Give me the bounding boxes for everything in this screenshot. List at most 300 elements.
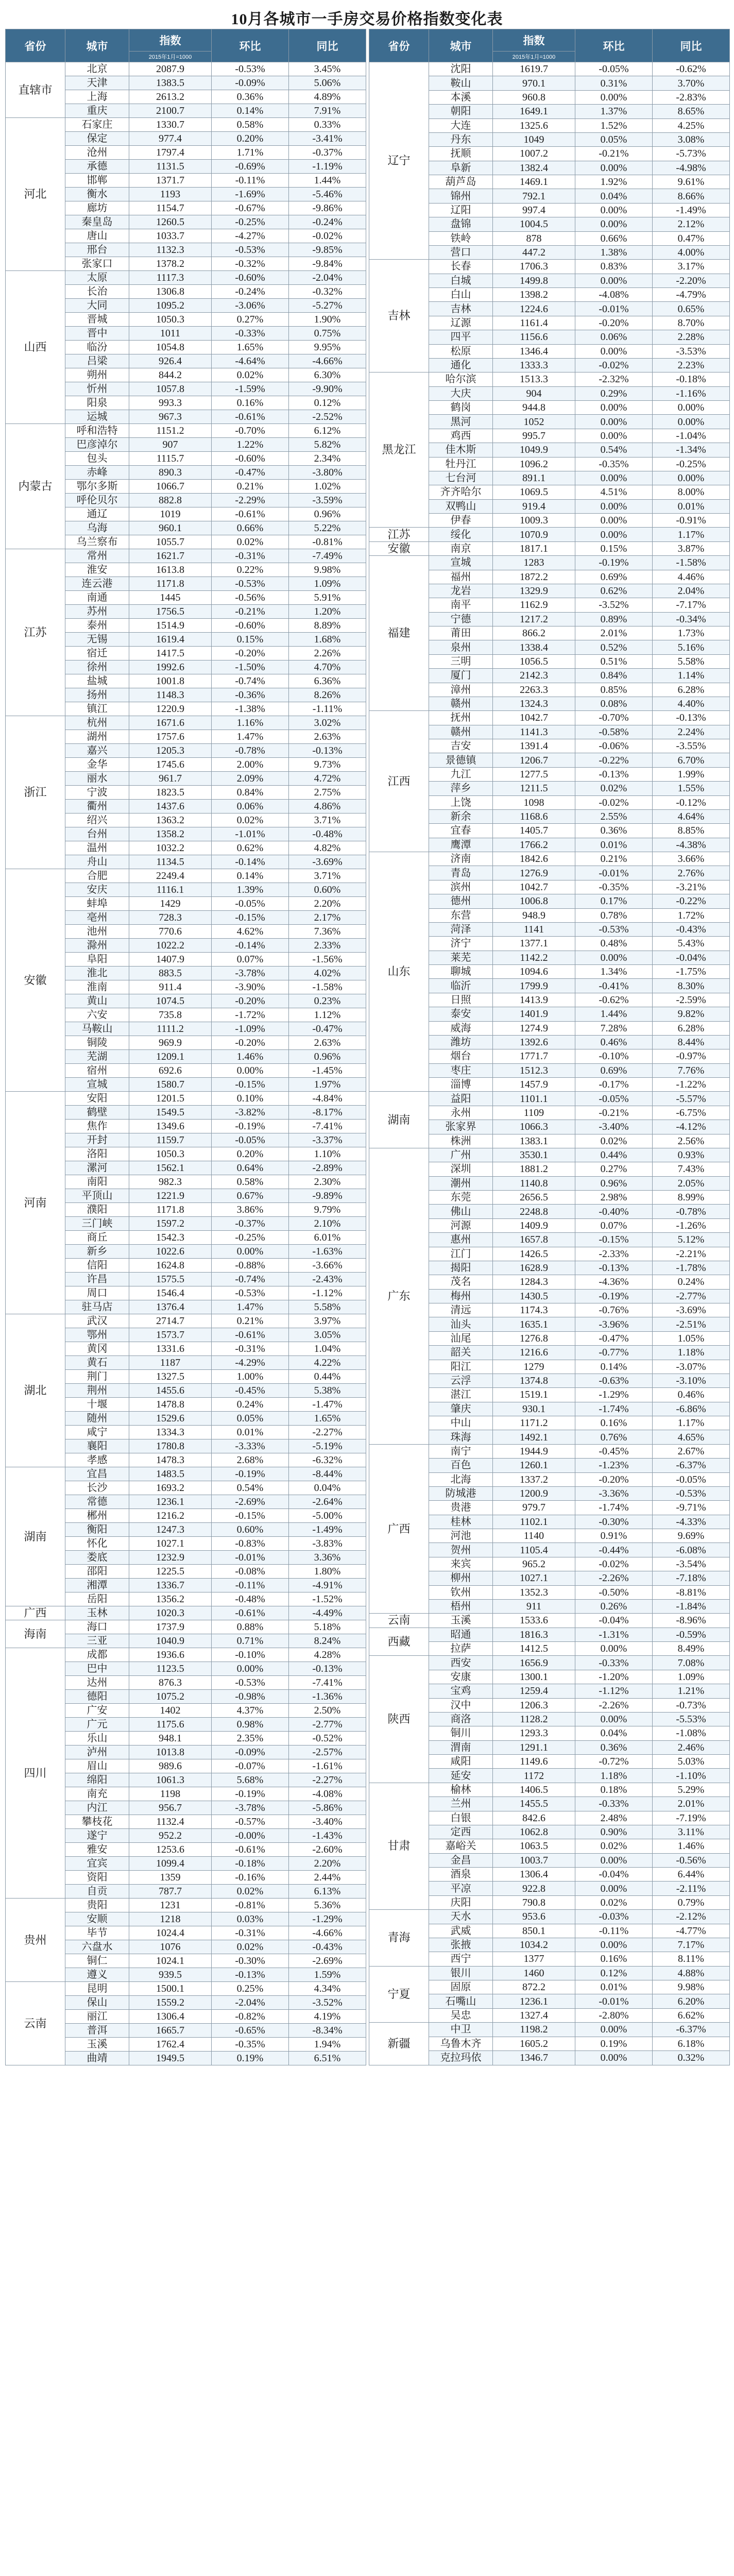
mom-cell: -0.61% xyxy=(212,1606,289,1620)
mom-cell: -0.03% xyxy=(575,1910,653,1924)
mom-cell: -0.01% xyxy=(575,866,653,880)
mom-cell: -1.23% xyxy=(575,1459,653,1472)
mom-cell: 0.14% xyxy=(212,104,289,118)
city-cell: 连云港 xyxy=(65,577,129,591)
mom-cell: 0.00% xyxy=(575,514,653,528)
yoy-cell: 5.58% xyxy=(653,654,730,668)
mom-cell: -0.17% xyxy=(575,1078,653,1092)
index-cell: 1327.4 xyxy=(493,2008,575,2022)
yoy-cell: -5.86% xyxy=(289,1801,366,1815)
province-cell: 湖南 xyxy=(6,1467,65,1606)
city-cell: 焦作 xyxy=(65,1120,129,1133)
city-cell: 铜仁 xyxy=(65,1954,129,1968)
index-cell: 1225.5 xyxy=(129,1565,212,1579)
yoy-cell: 5.91% xyxy=(289,591,366,605)
mom-cell: -3.06% xyxy=(212,299,289,313)
mom-cell: -3.90% xyxy=(212,980,289,994)
index-cell: 1657.8 xyxy=(493,1233,575,1247)
city-cell: 黄山 xyxy=(65,994,129,1008)
mom-cell: -1.38% xyxy=(212,702,289,716)
table-row xyxy=(6,118,366,132)
city-cell: 鸡西 xyxy=(429,429,493,443)
yoy-cell: -0.05% xyxy=(653,1472,730,1486)
city-cell: 齐齐哈尔 xyxy=(429,485,493,499)
table-row xyxy=(6,1648,366,1662)
city-cell: 玉溪 xyxy=(65,2038,129,2052)
index-cell: 1141 xyxy=(493,922,575,936)
city-cell: 银川 xyxy=(429,1966,493,1980)
yoy-cell: 6.28% xyxy=(653,683,730,697)
table-row xyxy=(6,1314,366,1328)
index-cell: 1823.5 xyxy=(129,786,212,800)
yoy-cell: -4.49% xyxy=(289,1606,366,1620)
mom-cell: -0.53% xyxy=(212,62,289,76)
mom-cell: -0.20% xyxy=(212,1036,289,1050)
index-cell: 1492.1 xyxy=(493,1430,575,1444)
yoy-cell: 2.50% xyxy=(289,1704,366,1718)
index-cell: 1430.5 xyxy=(493,1289,575,1303)
city-cell: 中山 xyxy=(429,1416,493,1430)
city-cell: 淄博 xyxy=(429,1078,493,1092)
yoy-cell: 8.24% xyxy=(289,1634,366,1648)
city-cell: 九江 xyxy=(429,767,493,781)
index-cell: 1671.6 xyxy=(129,716,212,730)
yoy-cell: 2.76% xyxy=(653,866,730,880)
mom-cell: 0.83% xyxy=(575,260,653,274)
mom-cell: -0.47% xyxy=(575,1331,653,1345)
city-cell: 鄂尔多斯 xyxy=(65,480,129,494)
mom-cell: 0.05% xyxy=(212,1412,289,1426)
city-cell: 阳江 xyxy=(429,1360,493,1374)
index-cell: 1546.4 xyxy=(129,1286,212,1300)
yoy-cell: 7.91% xyxy=(289,104,366,118)
yoy-cell: -3.54% xyxy=(653,1557,730,1571)
mom-cell: 0.98% xyxy=(212,1718,289,1732)
city-cell: 宿迁 xyxy=(65,647,129,660)
mom-cell: -0.15% xyxy=(575,1233,653,1247)
city-cell: 亳州 xyxy=(65,911,129,925)
city-cell: 朝阳 xyxy=(429,105,493,118)
mom-cell: 0.78% xyxy=(575,908,653,922)
index-cell: 1098 xyxy=(493,795,575,809)
city-cell: 黄冈 xyxy=(65,1342,129,1356)
yoy-cell: 1.99% xyxy=(653,767,730,781)
yoy-cell: -0.25% xyxy=(653,457,730,471)
yoy-cell: 9.73% xyxy=(289,758,366,772)
mom-cell: 0.00% xyxy=(575,161,653,175)
mom-cell: -0.35% xyxy=(575,880,653,894)
header-index-base: 2015年1月=1000 xyxy=(493,52,575,62)
yoy-cell: -6.32% xyxy=(289,1453,366,1467)
index-cell: 1412.5 xyxy=(493,1642,575,1656)
yoy-cell: 1.97% xyxy=(289,1078,366,1092)
mom-cell: -0.20% xyxy=(575,1472,653,1486)
yoy-cell: -7.41% xyxy=(289,1676,366,1690)
city-cell: 信阳 xyxy=(65,1259,129,1273)
yoy-cell: -0.04% xyxy=(653,951,730,964)
mom-cell: 0.15% xyxy=(212,633,289,647)
mom-cell: -0.67% xyxy=(212,201,289,215)
index-cell: 1231 xyxy=(129,1899,212,1912)
mom-cell: -3.78% xyxy=(212,967,289,980)
mom-cell: -0.61% xyxy=(212,507,289,521)
yoy-cell: 3.11% xyxy=(653,1825,730,1839)
mom-cell: 1.37% xyxy=(575,105,653,118)
index-cell: 1580.7 xyxy=(129,1078,212,1092)
mom-cell: 0.31% xyxy=(575,76,653,90)
yoy-cell: -5.57% xyxy=(653,1092,730,1106)
yoy-cell: 9.98% xyxy=(653,1980,730,1994)
index-cell: 1756.5 xyxy=(129,605,212,619)
index-cell: 1274.9 xyxy=(493,1021,575,1035)
index-cell: 1349.6 xyxy=(129,1120,212,1133)
mom-cell: -0.31% xyxy=(212,1926,289,1940)
yoy-cell: -7.17% xyxy=(653,598,730,612)
mom-cell: 0.17% xyxy=(575,894,653,908)
index-cell: 1001.8 xyxy=(129,674,212,688)
index-cell: 982.3 xyxy=(129,1175,212,1189)
city-cell: 资阳 xyxy=(65,1871,129,1885)
table-row xyxy=(369,1628,730,1641)
mom-cell: 0.06% xyxy=(575,330,653,344)
index-cell: 1276.8 xyxy=(493,1331,575,1345)
index-cell: 2248.8 xyxy=(493,1205,575,1218)
index-cell: 2613.2 xyxy=(129,90,212,104)
province-cell: 江苏 xyxy=(369,528,429,541)
index-cell: 1359 xyxy=(129,1871,212,1885)
index-cell: 1162.9 xyxy=(493,598,575,612)
city-cell: 临汾 xyxy=(65,341,129,354)
city-cell: 益阳 xyxy=(429,1092,493,1106)
index-cell: 1573.7 xyxy=(129,1328,212,1342)
city-cell: 天水 xyxy=(429,1910,493,1924)
index-cell: 1363.2 xyxy=(129,814,212,827)
yoy-cell: 5.38% xyxy=(289,1384,366,1398)
city-cell: 包头 xyxy=(65,452,129,466)
index-cell: 1206.7 xyxy=(493,753,575,767)
yoy-cell: 0.44% xyxy=(289,1370,366,1384)
mom-cell: -0.13% xyxy=(575,767,653,781)
index-cell: 1198.2 xyxy=(493,2023,575,2037)
mom-cell: 0.48% xyxy=(575,937,653,951)
table-row xyxy=(369,372,730,386)
mom-cell: 0.00% xyxy=(575,429,653,443)
yoy-cell: -0.91% xyxy=(653,514,730,528)
yoy-cell: -4.38% xyxy=(653,838,730,852)
yoy-cell: -0.13% xyxy=(289,1662,366,1676)
index-cell: 1105.4 xyxy=(493,1543,575,1557)
city-cell: 宁德 xyxy=(429,612,493,626)
city-cell: 晋中 xyxy=(65,327,129,341)
index-cell: 1665.7 xyxy=(129,2024,212,2038)
city-cell: 遵义 xyxy=(65,1968,129,1982)
index-cell: 1101.1 xyxy=(493,1092,575,1106)
province-cell: 甘肃 xyxy=(369,1783,429,1909)
index-cell: 1141.3 xyxy=(493,725,575,739)
mom-cell: 0.66% xyxy=(575,231,653,245)
yoy-cell: -1.12% xyxy=(289,1286,366,1300)
mom-cell: -0.04% xyxy=(575,1614,653,1628)
city-cell: 营口 xyxy=(429,245,493,259)
mom-cell: -0.74% xyxy=(212,1273,289,1286)
city-cell: 常德 xyxy=(65,1495,129,1509)
yoy-cell: 6.20% xyxy=(653,1994,730,2008)
yoy-cell: -6.86% xyxy=(653,1402,730,1416)
city-cell: 吉林 xyxy=(429,302,493,316)
index-cell: 1193 xyxy=(129,188,212,201)
index-cell: 944.8 xyxy=(493,401,575,415)
mom-cell: -0.19% xyxy=(212,1120,289,1133)
city-cell: 拉萨 xyxy=(429,1642,493,1656)
index-cell: 1187 xyxy=(129,1356,212,1370)
yoy-cell: 3.71% xyxy=(289,869,366,883)
index-cell: 1944.9 xyxy=(493,1444,575,1458)
yoy-cell: -1.43% xyxy=(289,1829,366,1843)
yoy-cell: 0.12% xyxy=(289,396,366,410)
city-cell: 汕头 xyxy=(429,1317,493,1331)
mom-cell: -0.19% xyxy=(575,1289,653,1303)
index-cell: 1069.5 xyxy=(493,485,575,499)
city-cell: 新余 xyxy=(429,809,493,823)
mom-cell: -4.29% xyxy=(212,1356,289,1370)
city-cell: 防城港 xyxy=(429,1486,493,1500)
index-cell: 1131.5 xyxy=(129,160,212,174)
yoy-cell: 1.21% xyxy=(653,1684,730,1698)
mom-cell: -0.32% xyxy=(212,257,289,271)
city-cell: 乐山 xyxy=(65,1732,129,1745)
mom-cell: 0.00% xyxy=(212,1662,289,1676)
city-cell: 普洱 xyxy=(65,2024,129,2038)
mom-cell: -0.53% xyxy=(575,922,653,936)
yoy-cell: 0.96% xyxy=(289,1050,366,1064)
index-cell: 1417.5 xyxy=(129,647,212,660)
index-cell: 1455.5 xyxy=(493,1797,575,1811)
yoy-cell: 0.96% xyxy=(289,507,366,521)
city-cell: 汕尾 xyxy=(429,1331,493,1345)
city-cell: 济宁 xyxy=(429,937,493,951)
city-cell: 秦皇岛 xyxy=(65,215,129,229)
city-cell: 成都 xyxy=(65,1648,129,1662)
yoy-cell: -3.80% xyxy=(289,466,366,480)
index-cell: 1172 xyxy=(493,1769,575,1783)
index-cell: 1936.6 xyxy=(129,1648,212,1662)
yoy-cell: -1.63% xyxy=(289,1245,366,1259)
index-cell: 792.1 xyxy=(493,189,575,203)
table-row xyxy=(369,1910,730,1924)
index-cell: 1040.9 xyxy=(129,1634,212,1648)
city-cell: 巴彦淖尔 xyxy=(65,438,129,452)
yoy-cell: -1.10% xyxy=(653,1769,730,1783)
table-row xyxy=(369,260,730,274)
mom-cell: -2.80% xyxy=(575,2008,653,2022)
index-cell: 1398.2 xyxy=(493,288,575,302)
index-cell: 2714.7 xyxy=(129,1314,212,1328)
table-row xyxy=(369,1966,730,1980)
yoy-cell: -2.27% xyxy=(289,1773,366,1787)
mom-cell: 0.05% xyxy=(575,132,653,146)
mom-cell: -3.96% xyxy=(575,1317,653,1331)
mom-cell: 1.46% xyxy=(212,1050,289,1064)
yoy-cell: 9.98% xyxy=(289,563,366,577)
mom-cell: 3.86% xyxy=(212,1203,289,1217)
mom-cell: 0.21% xyxy=(212,480,289,494)
index-cell: 1099.4 xyxy=(129,1857,212,1871)
yoy-cell: 1.14% xyxy=(653,669,730,683)
yoy-cell: 0.00% xyxy=(653,471,730,485)
city-cell: 克拉玛依 xyxy=(429,2050,493,2065)
index-cell: 1057.8 xyxy=(129,382,212,396)
index-cell: 1211.5 xyxy=(493,782,575,795)
city-cell: 漯河 xyxy=(65,1161,129,1175)
yoy-cell: 4.70% xyxy=(289,660,366,674)
left-price-table xyxy=(5,29,366,2065)
index-cell: 1050.3 xyxy=(129,313,212,327)
index-cell: 977.4 xyxy=(129,132,212,146)
table-row xyxy=(6,549,366,563)
mom-cell: 2.00% xyxy=(212,758,289,772)
mom-cell: -4.64% xyxy=(212,354,289,368)
province-cell: 安徽 xyxy=(6,869,65,1092)
mom-cell: -0.61% xyxy=(212,410,289,424)
yoy-cell: -0.43% xyxy=(653,922,730,936)
city-cell: 吕梁 xyxy=(65,354,129,368)
index-cell: 989.6 xyxy=(129,1759,212,1773)
yoy-cell: -9.84% xyxy=(289,257,366,271)
city-cell: 新乡 xyxy=(65,1245,129,1259)
mom-cell: -0.01% xyxy=(575,302,653,316)
mom-cell: 0.14% xyxy=(212,869,289,883)
yoy-cell: 2.26% xyxy=(289,647,366,660)
yoy-cell: 5.06% xyxy=(289,76,366,90)
index-cell: 1007.2 xyxy=(493,147,575,161)
mom-cell: 0.58% xyxy=(212,118,289,132)
yoy-cell: 6.70% xyxy=(653,753,730,767)
mom-cell: -0.70% xyxy=(575,711,653,725)
city-cell: 枣庄 xyxy=(429,1063,493,1077)
city-cell: 长春 xyxy=(429,260,493,274)
city-cell: 遂宁 xyxy=(65,1829,129,1843)
yoy-cell: -1.58% xyxy=(289,980,366,994)
yoy-cell: 3.02% xyxy=(289,716,366,730)
index-cell: 2087.9 xyxy=(129,62,212,76)
mom-cell: -0.10% xyxy=(212,1648,289,1662)
yoy-cell: -2.43% xyxy=(289,1273,366,1286)
index-cell: 952.2 xyxy=(129,1829,212,1843)
index-cell: 1260.1 xyxy=(493,1459,575,1472)
mom-cell: -0.45% xyxy=(575,1444,653,1458)
yoy-cell: -4.66% xyxy=(289,1926,366,1940)
city-cell: 榆林 xyxy=(429,1783,493,1797)
yoy-cell: -4.79% xyxy=(653,288,730,302)
mom-cell: -0.33% xyxy=(575,1656,653,1670)
mom-cell: 1.71% xyxy=(212,146,289,160)
city-cell: 鞍山 xyxy=(429,76,493,90)
index-cell: 1771.7 xyxy=(493,1049,575,1063)
yoy-cell: -1.08% xyxy=(653,1726,730,1740)
mom-cell: -0.02% xyxy=(575,358,653,372)
mom-cell: -0.01% xyxy=(575,1994,653,2008)
yoy-cell: 1.17% xyxy=(653,1416,730,1430)
mom-cell: -0.16% xyxy=(212,1871,289,1885)
yoy-cell: 9.79% xyxy=(289,1203,366,1217)
index-cell: 1605.2 xyxy=(493,2037,575,2050)
index-cell: 1013.8 xyxy=(129,1745,212,1759)
mom-cell: 0.96% xyxy=(575,1176,653,1190)
city-cell: 随州 xyxy=(65,1412,129,1426)
mom-cell: -3.78% xyxy=(212,1801,289,1815)
index-cell: 1499.8 xyxy=(493,274,575,287)
index-cell: 1024.1 xyxy=(129,1954,212,1968)
mom-cell: 0.24% xyxy=(212,1398,289,1412)
index-cell: 1799.9 xyxy=(493,979,575,993)
mom-cell: 0.00% xyxy=(575,2023,653,2037)
index-cell: 1062.8 xyxy=(493,1825,575,1839)
city-cell: 宁波 xyxy=(65,786,129,800)
city-cell: 邢台 xyxy=(65,243,129,257)
mom-cell: 0.02% xyxy=(212,1940,289,1954)
index-cell: 872.2 xyxy=(493,1980,575,1994)
yoy-cell: 4.25% xyxy=(653,118,730,132)
index-cell: 1168.6 xyxy=(493,809,575,823)
mom-cell: 0.00% xyxy=(575,415,653,429)
city-cell: 安庆 xyxy=(65,883,129,897)
index-cell: 1132.3 xyxy=(129,243,212,257)
yoy-cell: 1.73% xyxy=(653,626,730,640)
index-cell: 2142.3 xyxy=(493,669,575,683)
city-cell: 德州 xyxy=(429,894,493,908)
city-cell: 泰安 xyxy=(429,1007,493,1021)
mom-cell: 0.00% xyxy=(575,951,653,964)
yoy-cell: 8.00% xyxy=(653,485,730,499)
mom-cell: 0.51% xyxy=(575,654,653,668)
city-cell: 大连 xyxy=(429,118,493,132)
mom-cell: -1.74% xyxy=(575,1402,653,1416)
mom-cell: 1.44% xyxy=(575,1007,653,1021)
table-row xyxy=(6,869,366,883)
yoy-cell: -0.34% xyxy=(653,612,730,626)
mom-cell: -0.14% xyxy=(212,855,289,869)
yoy-cell: -0.24% xyxy=(289,215,366,229)
city-cell: 武汉 xyxy=(65,1314,129,1328)
city-cell: 桂林 xyxy=(429,1515,493,1529)
city-cell: 六盘水 xyxy=(65,1940,129,1954)
mom-cell: 0.00% xyxy=(575,90,653,104)
city-cell: 毕节 xyxy=(65,1926,129,1940)
city-cell: 阜阳 xyxy=(65,953,129,967)
city-cell: 朔州 xyxy=(65,368,129,382)
city-cell: 铜陵 xyxy=(65,1036,129,1050)
mom-cell: -3.52% xyxy=(575,598,653,612)
city-cell: 安阳 xyxy=(65,1092,129,1106)
table-row xyxy=(6,716,366,730)
mom-cell: -0.31% xyxy=(212,549,289,563)
index-cell: 1076 xyxy=(129,1940,212,1954)
city-cell: 清远 xyxy=(429,1303,493,1317)
yoy-cell: 6.01% xyxy=(289,1231,366,1245)
mom-cell: -0.69% xyxy=(212,160,289,174)
yoy-cell: -3.83% xyxy=(289,1537,366,1551)
index-cell: 1198 xyxy=(129,1787,212,1801)
yoy-cell: 2.20% xyxy=(289,1857,366,1871)
index-cell: 1159.7 xyxy=(129,1133,212,1147)
index-cell: 1329.9 xyxy=(493,584,575,598)
province-cell: 直辖市 xyxy=(6,62,65,118)
city-cell: 韶关 xyxy=(429,1346,493,1360)
yoy-cell: -1.61% xyxy=(289,1759,366,1773)
index-cell: 1218 xyxy=(129,1912,212,1926)
city-cell: 揭阳 xyxy=(429,1261,493,1275)
mom-cell: 0.16% xyxy=(212,396,289,410)
